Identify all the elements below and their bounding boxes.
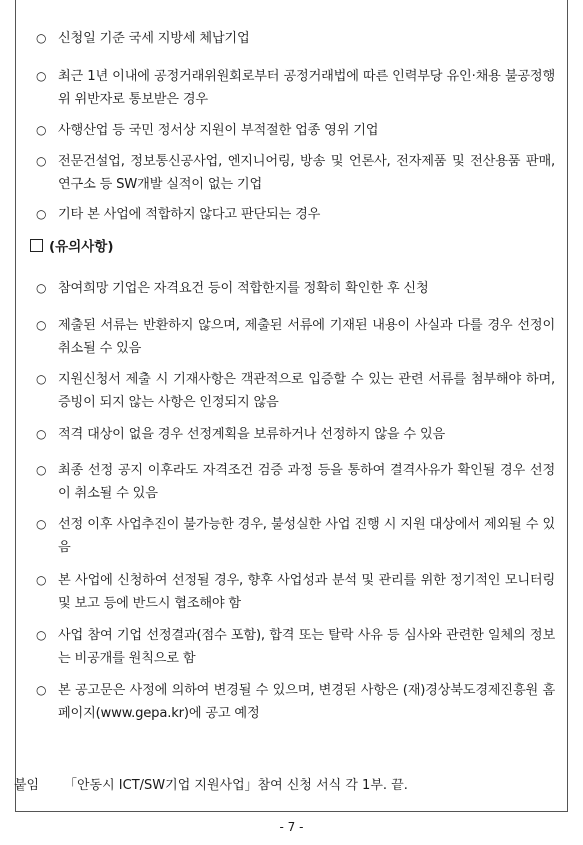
list-item-text: 지원신청서 제출 시 기재사항은 객관적으로 입증할 수 있는 관련 서류를 첨부해야 하며, 증빙이 되지 않는 사항은 인정되지 않음 [58,372,555,410]
bullet-circle: ○ [36,318,47,332]
list-item-text: 선정 이후 사업추진이 불가능한 경우, 불성실한 사업 진행 시 지원 대상에서 제외될 수 있음 [58,517,555,555]
list-item-text: 참여희망 기업은 자격요건 등이 적합한지를 정확히 확인한 후 신청 [58,281,429,296]
list-item-text: 신청일 기준 국세 지방세 체납기업 [58,31,250,46]
bullet-circle: ○ [36,463,47,477]
bullet-circle: ○ [36,573,47,587]
list-item-text: 본 공고문은 사정에 의하여 변경될 수 있으며, 변경된 사항은 (재)경상북도경제진흥원 홈페이지(www.gepa.kr)에 공고 예정 [58,683,555,721]
bullet-circle: ○ [36,628,47,642]
bullet-circle: ○ [36,517,47,531]
list-item-text: 사행산업 등 국민 정서상 지원이 부적절한 업종 영위 기업 [58,123,379,138]
bullet-circle: ○ [36,31,47,45]
list-item-text: 사업 참여 기업 선정결과(점수 포함), 합격 또는 탈락 사유 등 심사와 관련한 일체의 정보는 비공개를 원칙으로 함 [58,628,555,666]
list-item-text: 전문건설업, 정보통신공사업, 엔지니어링, 방송 및 언론사, 전자제품 및 전산용품 판매, 연구소 등 SW개발 실적이 없는 기업 [58,154,555,192]
bullet-circle: ○ [36,207,47,221]
bullet-circle: ○ [36,69,47,83]
section-heading [30,236,114,259]
list-item-text: 적격 대상이 없을 경우 선정계획을 보류하거나 선정하지 않을 수 있음 [58,427,446,442]
bullet-circle: ○ [36,154,47,168]
bullet-circle: ○ [36,123,47,137]
list-item-text: 최근 1년 이내에 공정거래위원회로부터 공정거래법에 따른 인력부당 유인·채용 불공정행위 위반자로 통보받은 경우 [58,69,555,107]
attachment-text: 「안동시 ICT/SW기업 지원사업」참여 신청 서식 각 1부. 끝. [64,778,408,793]
list-item-text: 제출된 서류는 반환하지 않으며, 제출된 서류에 기재된 내용이 사실과 다를 경우 선정이 취소될 수 있음 [58,318,555,356]
list-item-text: 본 사업에 신청하여 선정될 경우, 향후 사업성과 분석 및 관리를 위한 정기적인 모니터링 및 보고 등에 반드시 협조해야 함 [58,573,555,611]
attachment-label: 붙임 [14,778,40,793]
bullet-circle: ○ [36,372,47,386]
section-title: (유의사항) [49,239,114,255]
list-item-text: 기타 본 사업에 적합하지 않다고 판단되는 경우 [58,207,321,222]
bullet-circle: ○ [36,427,47,441]
bullet-circle: ○ [36,281,47,295]
attachment-line [14,774,408,797]
page-number: - 7 - [279,820,304,834]
list-item-text: 최종 선정 공지 이후라도 자격조건 검증 과정 등을 통하여 결격사유가 확인될 경우 선정이 취소될 수 있음 [58,463,555,501]
checkbox-square-icon [30,239,43,252]
bullet-circle: ○ [36,683,47,697]
document-frame [15,0,568,812]
